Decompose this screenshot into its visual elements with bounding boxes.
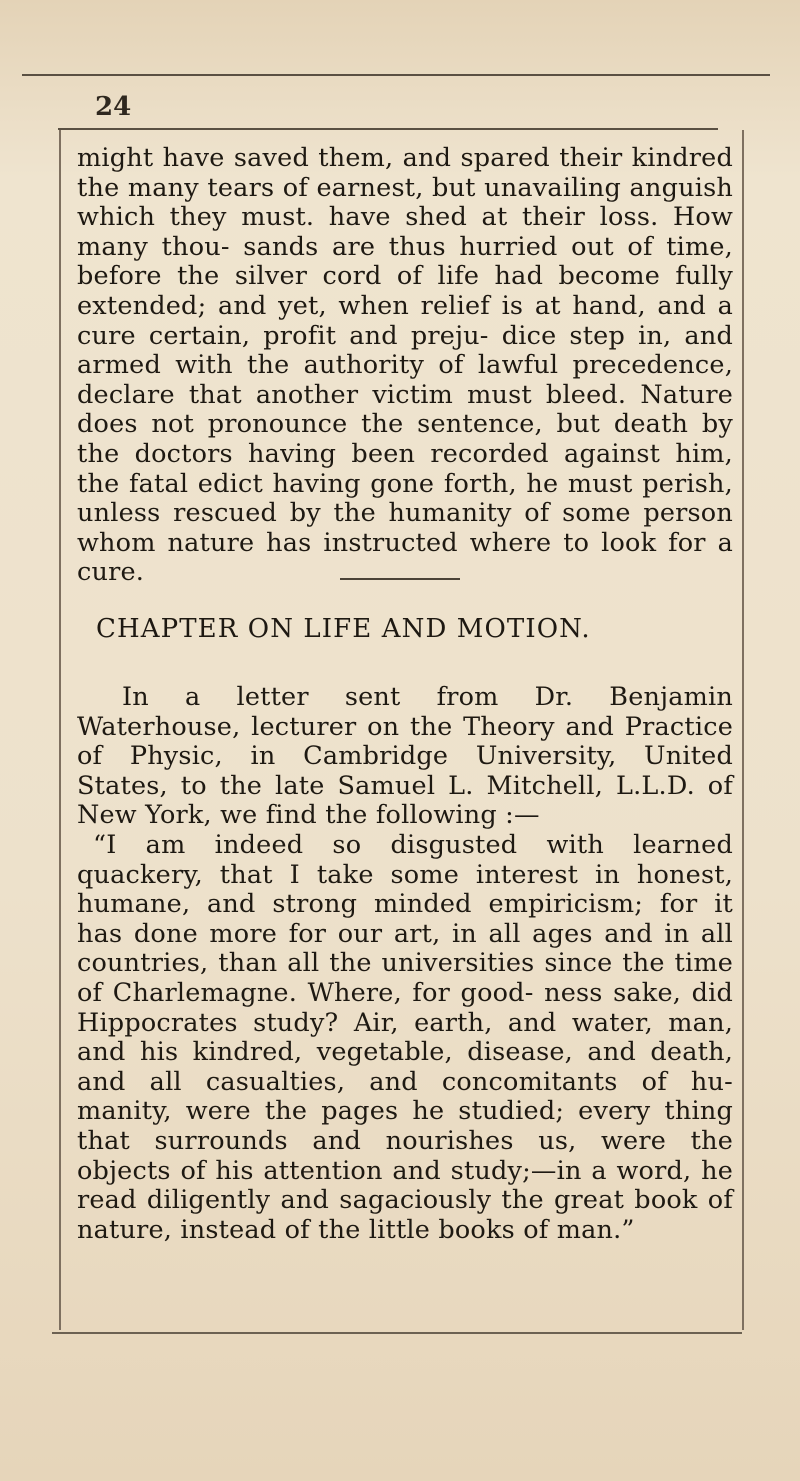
bottom-rule: [52, 1332, 742, 1334]
letter-quote: “I am indeed so disgusted with learned quackery, that I take some interest in honest, humane, and strong minded empiricism; for it has done more for our art, in all ages and in all countries, than all the universities since the time of Charlemagne. Where, for good- ness sake, did Hippocrates study? Air, earth, and water, man, and his kindred, vegetable, disease, and death, and all casualties, and concomitants of hu- manity, were the pages he studied; every thing that surrounds and nourishes us, were the objects of his attention and study;—in a word, he read diligently and sagaciously the great book of nature, instead of the little books of man.”: [77, 829, 733, 1245]
top-rule: [22, 74, 770, 76]
page-number: 24: [95, 92, 132, 122]
left-column-border: [59, 130, 61, 1330]
letter-section: [77, 683, 733, 1245]
header-rule: [58, 128, 718, 130]
letter-intro: [77, 683, 733, 831]
section-divider: [340, 578, 460, 580]
paragraph-continuation: [77, 144, 733, 588]
paragraph-text: might have saved them, and spared their kindred the many tears of earnest, but unavailing anguish which they must. have shed at their loss. How many thou- sands are thus hurried out of time, before the silver cord of life had become fully extended; and yet, when relief is at hand, and a cure certain, profit and preju- dice step in, and armed with the authority of lawful precedence, declare that another victim must bleed. Nature does not pronounce the sentence, but death by the doctors having been recorded against him, the fatal edict having gone forth, he must perish, unless rescued by the humanity of some person whom nature has instructed where to look for a cure.: [77, 143, 733, 588]
letter-intro-text: In a letter sent from Dr. Benjamin Waterhouse, lecturer on the Theory and Practice of Physic, in Cambridge University, United States, to the late Samuel L. Mitchell, L.L.D. of New York, we find the following :—: [77, 682, 733, 831]
chapter-heading: CHAPTER ON LIFE AND MOTION.: [96, 614, 591, 644]
right-column-border: [742, 130, 744, 1330]
